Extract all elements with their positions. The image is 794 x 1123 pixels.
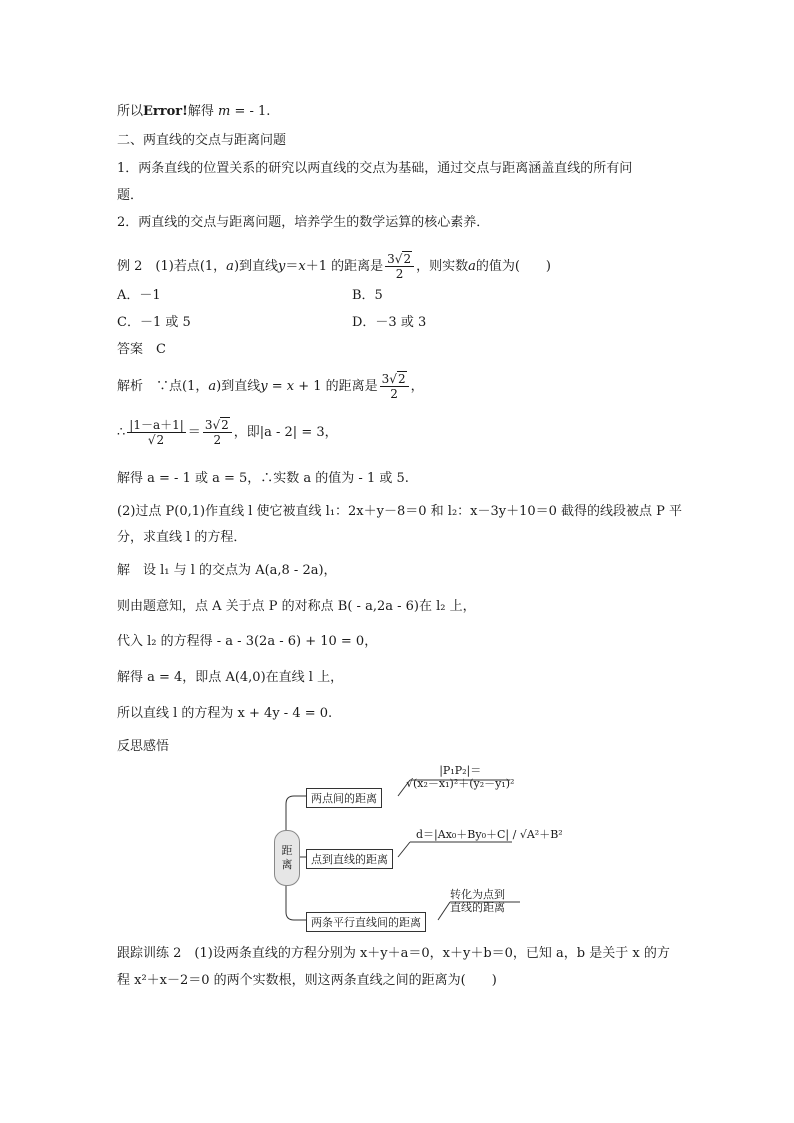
- answer-line-1: 解 设 l₁ 与 l 的交点为 A(a,8 - 2a)，: [117, 563, 337, 578]
- fraction: $\frac{|1-a+1|}{√2}$: [129, 418, 184, 447]
- paragraph-1-cont: 题．: [117, 188, 144, 203]
- mind-node-two-points: 两点间的距离: [306, 788, 382, 808]
- formula-point-line: d＝|Ax₀＋By₀＋C| / √A²＋B²: [416, 828, 563, 841]
- formula-parallel-lines: 转化为点到 直线的距离: [450, 888, 505, 914]
- formula-two-points: |P₁P₂|＝ √(x₂－x₁)²＋(y₂－y₁)²: [406, 764, 515, 790]
- question-2: (2)过点 P(0,1)作直线 l 使它被直线 l₁：2x＋y－8＝0 和 l₂：x－3y＋10＝0 截得的线段被点 P 平: [117, 504, 683, 519]
- solution-line-1: 解析 ∵点(1，a)到直线y = x + 1 的距离是 $\frac{3√2}{2}$ ，: [117, 372, 424, 401]
- answer: 答案 C: [117, 342, 166, 357]
- example-2-question: 例 2 (1)若点(1，a)到直线y＝x＋1 的距离是 $\frac{3√2}{2}$ ，则实数a的值为( ): [117, 252, 552, 281]
- fraction: $\frac{3√2}{2}$: [380, 372, 409, 401]
- mind-node-parallel-lines: 两条平行直线间的距离: [306, 912, 426, 932]
- choice-b: B．5: [352, 288, 383, 303]
- tracking-exercise: 跟踪训练 2 (1)设两条直线的方程分别为 x＋y＋a＝0，x＋y＋b＝0，已知 a，b 是关于 x 的方: [117, 946, 670, 961]
- mind-map-center: 距 离: [274, 830, 300, 886]
- solution-line-2: ∴ $\frac{|1-a+1|}{√2}$ ＝ $\frac{3√2}{2}$ ，即|a - 2| = 3，: [117, 418, 338, 447]
- fraction: $\frac{3√2}{2}$: [203, 418, 232, 447]
- section-title: 二、两直线的交点与距离问题: [117, 133, 287, 148]
- solution-line-3: 解得 a = - 1 或 a = 5，∴实数 a 的值为 - 1 或 5.: [117, 471, 409, 486]
- tracking-exercise-cont: 程 x²＋x－2＝0 的两个实数根，则这两条直线之间的距离为( ): [117, 973, 497, 988]
- answer-line-4: 解得 a = 4，即点 A(4,0)在直线 l 上，: [117, 670, 344, 685]
- reflection-heading: 反思感悟: [117, 739, 170, 754]
- answer-line-5: 所以直线 l 的方程为 x + 4y - 4 = 0.: [117, 706, 333, 721]
- answer-line-2: 则由题意知，点 A 关于点 P 的对称点 B( - a,2a - 6)在 l₂ 上，: [117, 599, 476, 614]
- line-conclusion: 所以Error!解得 m = - 1.: [117, 104, 271, 119]
- choice-d: D．－3 或 3: [352, 315, 427, 330]
- choice-c: C．－1 或 5: [117, 315, 191, 330]
- choice-a: A．－1: [117, 288, 161, 303]
- answer-line-3: 代入 l₂ 的方程得 - a - 3(2a - 6) + 10 = 0，: [117, 634, 378, 649]
- fraction: $\frac{3√2}{2}$: [385, 252, 414, 281]
- mind-map: [270, 760, 563, 930]
- paragraph-1: 1．两条直线的位置关系的研究以两直线的交点为基础，通过交点与距离涵盖直线的所有问: [117, 161, 633, 176]
- mind-node-point-line: 点到直线的距离: [306, 849, 393, 869]
- paragraph-2: 2．两直线的交点与距离问题，培养学生的数学运算的核心素养．: [117, 215, 490, 230]
- question-2-cont: 分，求直线 l 的方程．: [117, 530, 247, 545]
